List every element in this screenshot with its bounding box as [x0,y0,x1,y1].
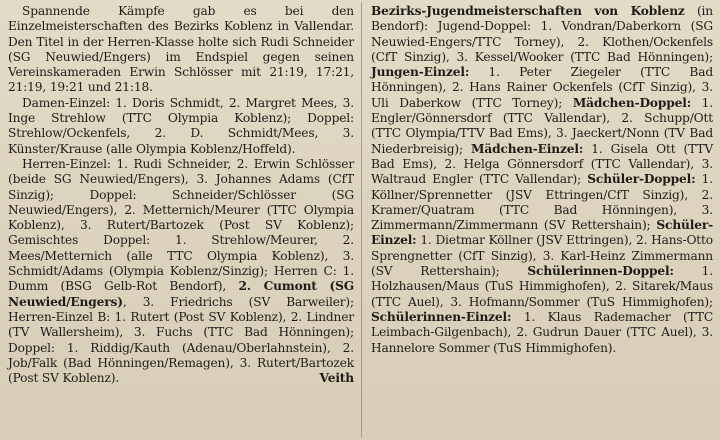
category-label: Schüler-Einzel: [371,218,713,248]
intro-paragraph: Spannende Kämpfe gab es bei den Einzelmeisterschaften des Bezirks Koblenz in Vallendar. Den Titel in der Herren-Klasse holte sich Rudi Schneider (SG Neuwied/Engers) im Endspiel gegen seinen Vereinskameraden Erwin Schlösser mit 21:19, 17:21, 21:19, 19:21 und 21:18. [8,4,354,95]
youth-heading: Bezirks-Jugendmeisterschaften von Koblenz [371,4,685,18]
right-column [371,4,713,356]
herren-results-bold-text: 2. Cumont (SG Neuwied/Engers) [8,279,354,309]
category-label: Schüler-Doppel: [587,172,696,187]
column-divider [361,2,362,438]
category-label: Jungen-Einzel: [371,65,470,80]
results-text: 1. Klaus Rademacher (TTC Leimbach-Gilgenbach), 2. Gudrun Dauer (TTC Auel), 3. Hannelore Sommer (TuS Himmighofen). [371,309,713,355]
herren-results-tail: , 3. Friedrichs (SV Barweiler); Herren-Einzel B: 1. Rutert (Post SV Koblenz), 2. Lindner (TV Wallersheim), 3. Fuchs (TTC Bad Hönningen); Doppel: 1. Riddig/Kauth (Adenau/Oberlahnstein), 2. Job/Falk (Bad Hönningen/Remagen), 3. Rutert/Bartozek (Post SV Koblenz). [8,294,354,386]
youth-results-paragraph [371,4,713,356]
results-text: (in Bendorf): Jugend-Doppel: 1. Vondran/Daberkorn (SG Neuwied-Engers/TTC Torney), 2. Klothen/Ockenfels (CfT Sinzig), 3. Kessel/Wooker (TTC Bad Hönningen); [371,4,713,64]
author-byline: Veith [319,371,354,386]
results-text: 1. Köllner/Sprennetter (JSV Ettringen/CfT Sinzig), 2. Kramer/Quatram (TTC Bad Hönningen), 3. Zimmermann/Zimmermann (SV Rettershain); [371,172,713,233]
category-label: Schülerinnen-Einzel: [371,309,512,324]
herren-results-text: Herren-Einzel: 1. Rudi Schneider, 2. Erwin Schlösser (beide SG Neuwied/Engers), 3. Johannes Adams (CfT Sinzig); Doppel: Schneider/Schlösser (SG Neuwied/Engers), 2. Metternich/Meurer (TTC Olympia Koblenz), 3. Rutert/Bartozek (Post SV Koblenz); Gemischtes Doppel: 1. Strehlow/Meurer, 2. Mees/Metternich (alle TTC Olympia Koblenz), 3. Schmidt/Adams (Olympia Koblenz/Sinzig); Herren C: 1. Dumm (BSG Gelb-Rot Bendorf), [8,156,354,294]
results-text: 1. Peter Ziegeler (TTC Bad Hönningen), 2. Hans Rainer Ockenfels (CfT Sinzig), 3. Uli Daberkow (TTC Torney); [371,65,713,110]
category-label: Mädchen-Einzel: [471,141,584,156]
left-column [8,4,354,386]
results-text: 1. Holzhausen/Maus (TuS Himmighofen), 2. Sitarek/Maus (TTC Auel), 3. Hofmann/Sommer (TuS Himmighofen); [371,264,713,309]
results-text: 1. Engler/Gönnersdorf (TTC Vallendar), 2. Schupp/Ott (TTC Olympia/TTV Bad Ems), 3. Jaeckert/Nonn (TV Bad Niederbreisig); [371,95,713,156]
results-text: 1. Dietmar Köllner (JSV Ettringen), 2. Hans-Otto Sprengnetter (CfT Sinzig), 3. Karl-Heinz Zimmermann (SV Rettershain); [371,233,713,279]
category-label: Mädchen-Doppel: [572,95,692,110]
results-text: 1. Gisela Ott (TTV Bad Ems), 2. Helga Gönnersdorf (TTC Vallendar), 3. Waltraud Engler (TTC Vallendar); [371,141,713,187]
category-label: Schülerinnen-Doppel: [527,264,674,279]
herren-results-paragraph [8,157,354,386]
youth-results-body [371,4,713,355]
damen-results-paragraph: Damen-Einzel: 1. Doris Schmidt, 2. Margret Mees, 3. Inge Strehlow (TTC Olympia Koblenz); Doppel: Strehlow/Ockenfels, 2. D. Schmidt/Mees, 3. Künster/Krause (alle Olympia Koblenz/Hoffeld). [8,95,354,156]
